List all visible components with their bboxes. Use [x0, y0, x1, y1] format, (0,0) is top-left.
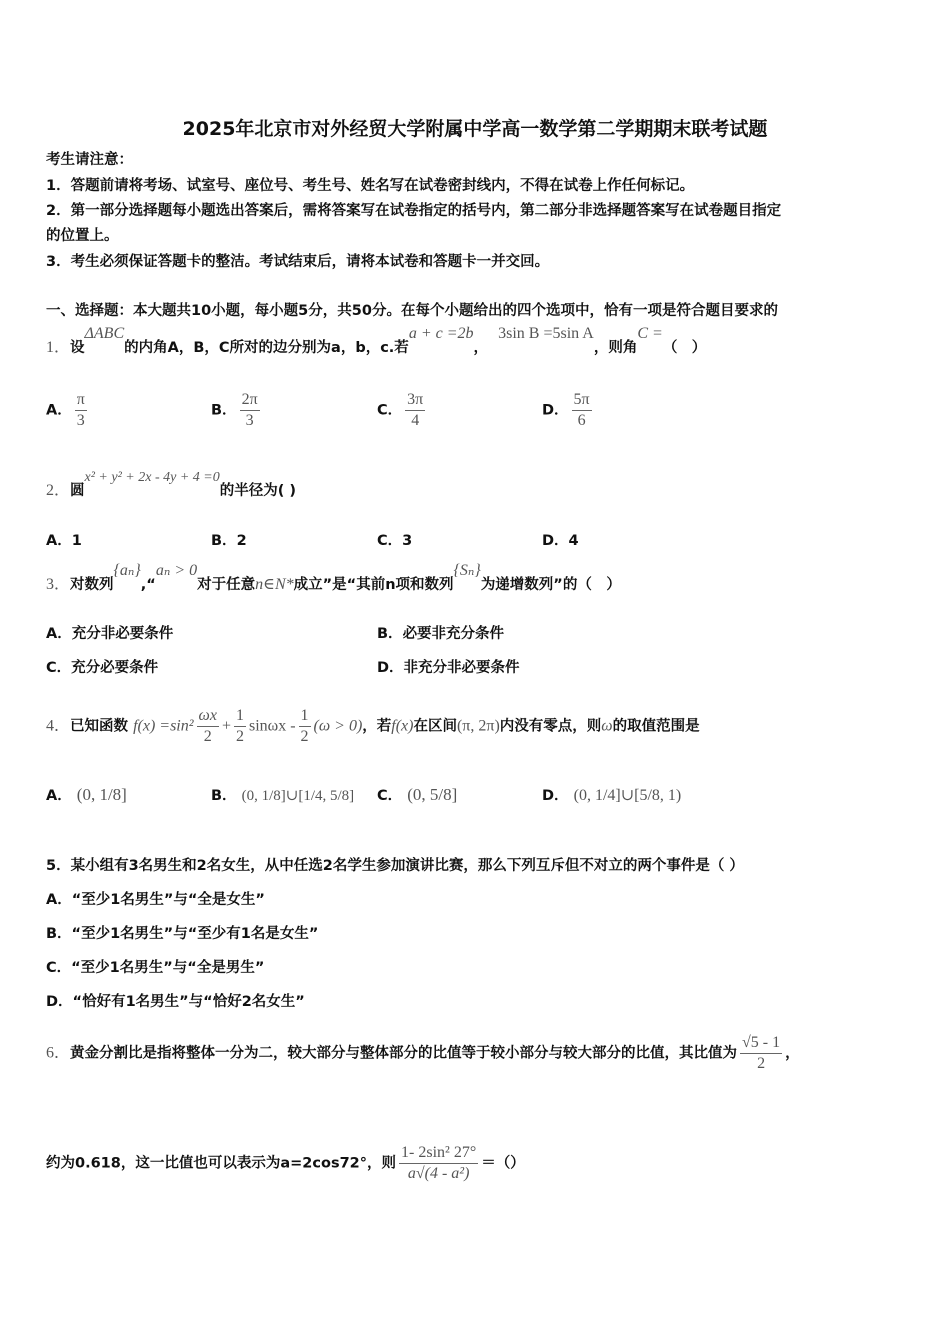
text-fragment: +: [221, 717, 231, 735]
question-5: 5．某小组有3名男生和2名女生，从中任选2名学生参加演讲比赛，那么下列互斥但不对立的两个事件是（ ）: [46, 858, 744, 874]
text-fragment: ωx: [197, 706, 219, 727]
text-fragment: 6．: [46, 1044, 71, 1062]
section-heading: 一、选择题：本大题共10小题，每小题5分，共50分。在每个小题给出的四个选项中，恰有一项是符合题目要求的: [46, 303, 778, 319]
text-fragment: 2: [757, 1055, 766, 1072]
text-fragment: 的半径为( ): [219, 483, 297, 499]
text-fragment: π: [75, 390, 87, 411]
text-fragment: D．: [542, 402, 569, 419]
text-fragment: 1: [299, 706, 311, 727]
text-fragment: sinωx -: [248, 717, 296, 735]
fraction: [234, 706, 246, 747]
text-fragment: 圆: [70, 483, 85, 499]
question-6: [46, 1033, 800, 1074]
text-fragment: ＝（）: [481, 1155, 525, 1172]
option-a[interactable]: A．“至少1名男生”与“全是女生”: [46, 892, 265, 908]
option-d[interactable]: [542, 784, 681, 805]
text-fragment: 对数列: [70, 577, 114, 593]
text-fragment: 充分非必要条件: [71, 626, 174, 642]
page-title: 2025年北京市对外经贸大学附属中学高一数学第二学期期末联考试题: [182, 118, 768, 140]
option-a[interactable]: [46, 784, 127, 805]
text-fragment: D．: [542, 533, 569, 549]
text-fragment: 1- 2sin² 27°: [399, 1143, 478, 1164]
text-fragment: 内没有零点，则: [499, 718, 602, 735]
option-d[interactable]: [542, 390, 595, 431]
text-fragment: 1: [71, 533, 82, 549]
text-fragment: C．: [377, 788, 403, 804]
text-fragment: 约为0.618，这一比值也可以表示为a=2cos72°，则: [46, 1155, 397, 1172]
option-b[interactable]: [211, 390, 263, 431]
text-fragment: ΔABC: [84, 325, 125, 342]
option-d[interactable]: [542, 529, 579, 550]
text-fragment: ，若: [362, 718, 392, 735]
text-fragment: 2: [203, 728, 212, 745]
question-4: [46, 706, 700, 747]
text-fragment: ω: [601, 717, 613, 735]
text-fragment: 3: [402, 533, 413, 549]
text-fragment: 设: [70, 340, 85, 356]
notice-heading: 考生请注意：: [46, 152, 133, 168]
option-a[interactable]: [46, 529, 82, 550]
question-2: [46, 470, 297, 502]
text-fragment: a + c =2b: [408, 325, 474, 342]
text-fragment: C．: [46, 660, 72, 676]
question-1: [46, 325, 707, 358]
text-fragment: 3．: [46, 576, 71, 593]
text-fragment: 为递增数列”的（ ）: [480, 577, 621, 593]
text-fragment: 2．: [46, 482, 71, 499]
fraction: [405, 390, 425, 431]
text-fragment: 2: [236, 533, 247, 549]
text-fragment: 1: [234, 706, 246, 727]
text-fragment: (0, 5/8]: [407, 785, 458, 804]
text-fragment: 的内角A，B，C所对的边分别为a，b，c.若: [124, 340, 409, 356]
text-fragment: 充分必要条件: [71, 660, 159, 676]
text-fragment: 4．: [46, 717, 71, 735]
text-fragment: {aₙ}: [113, 562, 141, 579]
text-fragment: (0, 1/8]∪[1/4, 5/8]: [241, 788, 355, 804]
text-fragment: 2: [235, 728, 244, 745]
text-fragment: 3: [76, 412, 85, 429]
notice-item: 的位置上。: [46, 228, 119, 244]
fraction: [197, 706, 219, 747]
text-fragment: C．: [377, 402, 403, 419]
text-fragment: (0, 1/8]: [76, 785, 127, 804]
option-c[interactable]: [377, 529, 412, 550]
text-fragment: A．: [46, 626, 72, 642]
text-fragment: B．: [377, 626, 403, 642]
text-fragment: ,“: [140, 577, 156, 593]
text-fragment: ，则角: [593, 340, 638, 356]
text-fragment: f(x): [391, 717, 414, 735]
text-fragment: 黄金分割比是指将整体一分为二，较大部分与整体部分的比值等于较小部分与较大部分的比值，其比值为: [70, 1045, 738, 1062]
fraction: [572, 390, 592, 431]
option-d[interactable]: [377, 656, 520, 677]
text-fragment: 在区间: [413, 718, 457, 735]
text-fragment: （ ）: [662, 340, 707, 356]
text-fragment: 成立”是“其前n项和数列: [293, 577, 454, 593]
text-fragment: 6: [577, 412, 586, 429]
text-fragment: A．: [46, 788, 72, 804]
option-b[interactable]: [211, 784, 354, 805]
text-fragment: √5 - 1: [740, 1033, 782, 1054]
option-b[interactable]: B．“至少1名男生”与“至少有1名是女生”: [46, 926, 319, 942]
text-fragment: (π, 2π): [456, 717, 500, 735]
text-fragment: 2: [300, 728, 309, 745]
text-fragment: 2π: [240, 390, 260, 411]
text-fragment: 4: [411, 412, 420, 429]
option-b[interactable]: [377, 622, 504, 643]
text-fragment: x² + y² + 2x - 4y + 4 =0: [84, 470, 220, 485]
text-fragment: (0, 1/4]∪[5/8, 1): [573, 787, 682, 804]
fraction: [75, 390, 87, 431]
text-fragment: 3: [245, 412, 254, 429]
text-fragment: A．: [46, 533, 72, 549]
option-a[interactable]: [46, 622, 173, 643]
option-b[interactable]: [211, 529, 247, 550]
fraction: [740, 1033, 782, 1074]
text-fragment: A．: [46, 402, 72, 419]
text-fragment: 4: [568, 533, 579, 549]
text-fragment: 已知函数: [70, 718, 129, 735]
text-fragment: 非充分非必要条件: [403, 660, 520, 676]
option-c[interactable]: [377, 390, 428, 431]
text-fragment: (ω > 0): [313, 717, 363, 735]
text-fragment: aₙ > 0: [155, 562, 198, 579]
fraction: [240, 390, 260, 431]
notice-item: 2．第一部分选择题每小题选出答案后，需将答案写在试卷指定的括号内，第二部分非选择题答案写在试卷题目指定: [46, 203, 782, 219]
text-fragment: ，: [785, 1045, 800, 1062]
text-fragment: B．: [211, 788, 237, 804]
option-c[interactable]: [46, 656, 158, 677]
fraction: [299, 706, 311, 747]
option-a[interactable]: [46, 390, 90, 431]
text-fragment: ，: [473, 340, 489, 356]
text-fragment: C．: [377, 533, 403, 549]
text-fragment: 的取值范围是: [612, 718, 700, 735]
text-fragment: 3sin B =5sin A: [498, 325, 594, 342]
text-fragment: 1．: [46, 339, 71, 356]
option-c[interactable]: [377, 784, 457, 805]
text-fragment: D．: [377, 660, 404, 676]
text-fragment: 5π: [572, 390, 592, 411]
question-3: [46, 562, 621, 595]
text-fragment: 3π: [405, 390, 425, 411]
question-6-continued: [46, 1143, 525, 1184]
fraction: [399, 1143, 478, 1184]
notice-item: 1．答题前请将考场、试室号、座位号、考生号、姓名写在试卷密封线内，不得在试卷上作任何标记。: [46, 178, 695, 194]
text-fragment: 对于任意: [197, 577, 256, 593]
text-fragment: a√(4 - a²): [407, 1165, 470, 1182]
option-d[interactable]: D．“恰好有1名男生”与“恰好2名女生”: [46, 994, 305, 1010]
text-fragment: D．: [542, 788, 569, 804]
text-fragment: C =: [637, 325, 663, 342]
text-fragment: B．: [211, 533, 237, 549]
text-fragment: 必要非充分条件: [402, 626, 505, 642]
option-c[interactable]: C．“至少1名男生”与“全是男生”: [46, 960, 265, 976]
text-fragment: n∈N*: [255, 576, 294, 593]
text-fragment: f(x) =sin²: [133, 717, 194, 735]
notice-item: 3．考生必须保证答题卡的整洁。考试结束后，请将本试卷和答题卡一并交回。: [46, 254, 550, 270]
text-fragment: B．: [211, 402, 237, 419]
text-fragment: {Sₙ}: [453, 562, 481, 579]
